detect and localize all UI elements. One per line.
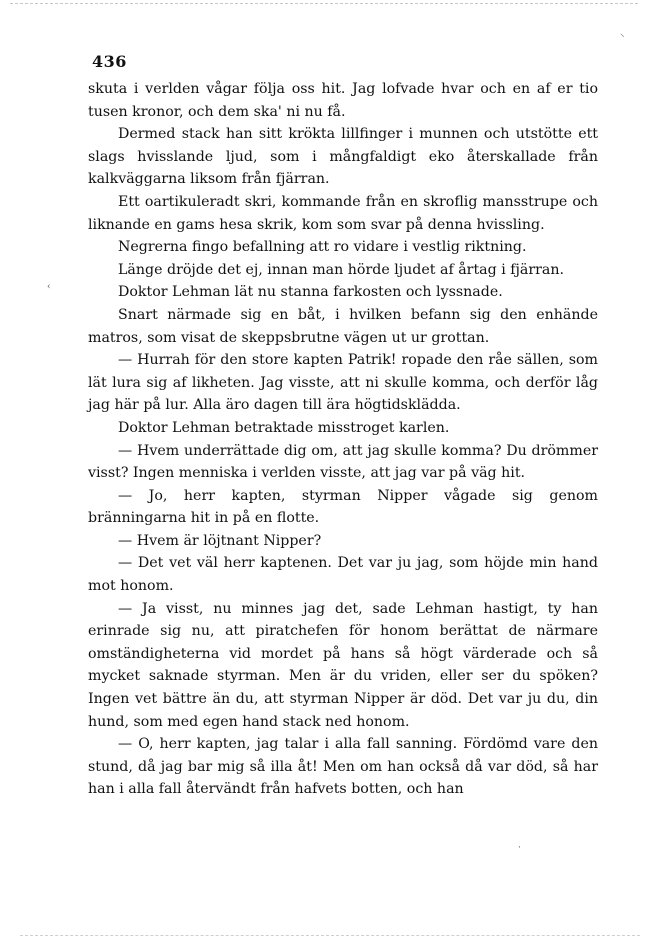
paragraph: Doktor Lehman betraktade misstroget karlen. xyxy=(118,419,450,436)
paragraph: Doktor Lehman lät nu stanna farkosten och lyssnade. xyxy=(118,284,503,301)
body-text xyxy=(88,78,598,801)
paragraph: — Hurrah för den store kapten Patrik! ropade den råe sällen, som lät lura sig af likheten. Jag visste, att ni skulle komma, och derför låg jag här på lur. Alla äro dagen till ära högtidsklädda. xyxy=(88,352,598,414)
page-bottom-edge xyxy=(20,935,640,936)
paragraph: — O, herr kapten, jag talar i alla fall sanning. Fördömd vare den stund, då jag bar mig så illa åt! Men om han också då var död, så har han i alla fall återvändt från hafvets botten, och han xyxy=(88,736,598,798)
paragraph: — Det vet väl herr kaptenen. Det var ju jag, som höjde min hand mot honom. xyxy=(88,555,598,595)
paragraph: Dermed stack han sitt krökta lillfinger i munnen och utstötte ett slags hvisslande ljud, som i mångfaldigt eko återskallade från kalkväggarna liksom från fjärran. xyxy=(88,126,598,188)
speck-mark: ‹ xyxy=(47,282,51,292)
page-top-edge xyxy=(10,3,638,4)
paragraph: — Hvem underrättade dig om, att jag skulle komma? Du drömmer visst? Ingen menniska i verlden visste, att jag var på väg hit. xyxy=(88,442,598,482)
paragraph: Snart närmade sig en båt, i hvilken befann sig den enhände matros, som visat de skeppsbrutne vägen ut ur grottan. xyxy=(88,306,598,346)
speck-mark: · xyxy=(518,843,521,853)
paragraph: Negrerna fingo befallning att ro vidare i vestlig riktning. xyxy=(118,239,527,256)
paragraph: skuta i verlden vågar följa oss hit. Jag lofvade hvar och en af er tio tusen kronor, och dem ska' ni nu få. xyxy=(88,81,598,120)
paragraph: Länge dröjde det ej, innan man hörde ljudet af årtag i fjärran. xyxy=(118,261,565,278)
paragraph: Ett oartikuleradt skri, kommande från en skroflig mansstrupe och liknande en gams hesa skrik, kom som svar på denna hvissling. xyxy=(88,193,598,233)
page-number: 436 xyxy=(92,52,127,71)
speck-mark: ⸌ xyxy=(620,33,625,43)
paragraph: — Jo, herr kapten, styrman Nipper vågade sig genom bränningarna hit in på en flotte. xyxy=(88,487,598,527)
paragraph: — Ja visst, nu minnes jag det, sade Lehman hastigt, ty han erinrade sig nu, att piratchefen för honom berättat de närmare omständigheterna vid mordet på hans så högt värderade och så mycket saknade styrman. Men är du vriden, eller ser du spöken? Ingen vet bättre än du, att styrman Nipper är död. Det var ju du, din hund, som med egen hand stack ned honom. xyxy=(88,600,598,730)
paragraph: — Hvem är löjtnant Nipper? xyxy=(118,532,322,549)
